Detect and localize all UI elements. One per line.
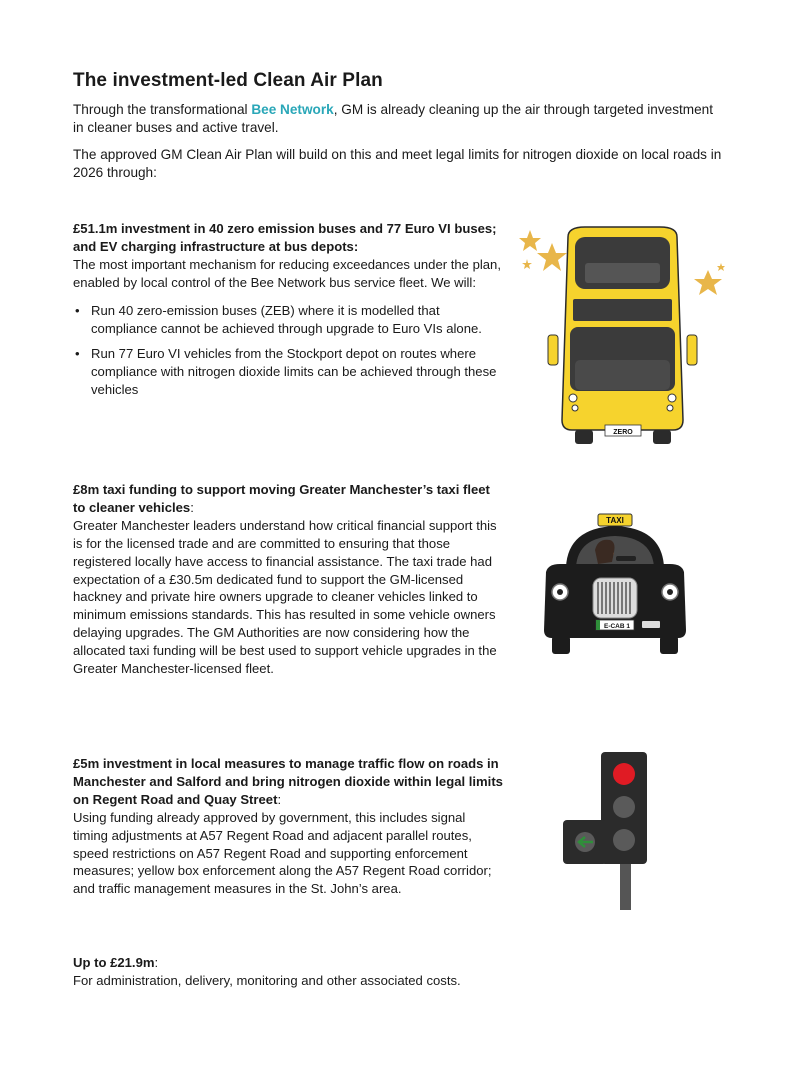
traffic-light-illustration — [563, 752, 653, 912]
taxi-heading: £8m taxi funding to support moving Greater Manchester’s taxi fleet to cleaner vehicles — [73, 482, 490, 515]
taxi-illustration — [538, 512, 693, 662]
bus-section — [73, 220, 503, 407]
admin-heading-colon: : — [154, 955, 159, 970]
admin-body: For administration, delivery, monitoring and other associated costs. — [73, 972, 461, 988]
bus-bullet: • Run 40 zero-emission buses (ZEB) where it is modelled that compliance cannot be achieved through upgrade to Euro VIs alone. — [91, 302, 503, 338]
bus-illustration — [515, 215, 730, 455]
bee-network-link[interactable]: Bee Network — [251, 102, 334, 117]
taxi-section — [73, 481, 503, 678]
traffic-heading-colon: : — [277, 791, 282, 807]
page-title: The investment-led Clean Air Plan — [73, 70, 383, 91]
intro-text-cont: , GM is already cleaning up the air through targeted investment in cleaner buses and active travel. — [73, 102, 714, 135]
taxi-sign: TAXI — [606, 516, 624, 525]
admin-heading: Up to £21.9m — [73, 955, 155, 970]
taxi-plate: E-CAB 1 — [603, 623, 631, 630]
bus-plate: ZERO — [613, 429, 633, 436]
bus-bullet: • Run 77 Euro VI vehicles from the Stockport depot on routes where compliance with nitrogen dioxide limits can be achieved through these vehicles — [91, 345, 503, 399]
bus-heading: £51.1m investment in 40 zero emission buses and 77 Euro VI buses; and EV charging infrastructure at bus depots: — [73, 221, 497, 254]
taxi-heading-colon: : — [190, 499, 194, 515]
intro-paragraph-1 — [73, 101, 713, 137]
intro-text: Through the transformational — [73, 102, 252, 117]
traffic-body: Using funding already approved by government, this includes signal timing adjustments at A57 Regent Road and adjacent parallel routes, speed restrictions on A57 Regent Road and supporting enforcement measures; yellow box enforcement along the A57 Regent Road corridor; and traffic management measures in the St. John’s area. — [73, 809, 492, 897]
admin-section — [73, 954, 673, 990]
taxi-body: Greater Manchester leaders understand how critical financial support this is for the licensed trade and are committed to ensuring that those registered locally have access to financial assistance. The taxi trade had expectation of a £30.5m dedicated fund to support the GM-licensed hackney and private hire owners upgrade to cleaner vehicles linked to minimum emissions standards. This has resulted in some vehicle owners delaying upgrades. The GM Authorities are now considering how the allocated taxi funding will be best used to support vehicle upgrades in the Greater Manchester-licensed fleet. — [73, 517, 497, 677]
traffic-section — [73, 755, 503, 898]
intro-paragraph-2: The approved GM Clean Air Plan will build on this and meet legal limits for nitrogen dioxide on local roads in 2026 through: — [73, 147, 722, 180]
bus-bullet-list — [73, 302, 503, 400]
bus-body: The most important mechanism for reducing exceedances under the plan, enabled by local control of the Bee Network bus service fleet. We will: — [73, 256, 501, 290]
traffic-heading: £5m investment in local measures to manage traffic flow on roads in Manchester and Salford and bring nitrogen dioxide within legal limits on Regent Road and Quay Street — [73, 756, 503, 807]
